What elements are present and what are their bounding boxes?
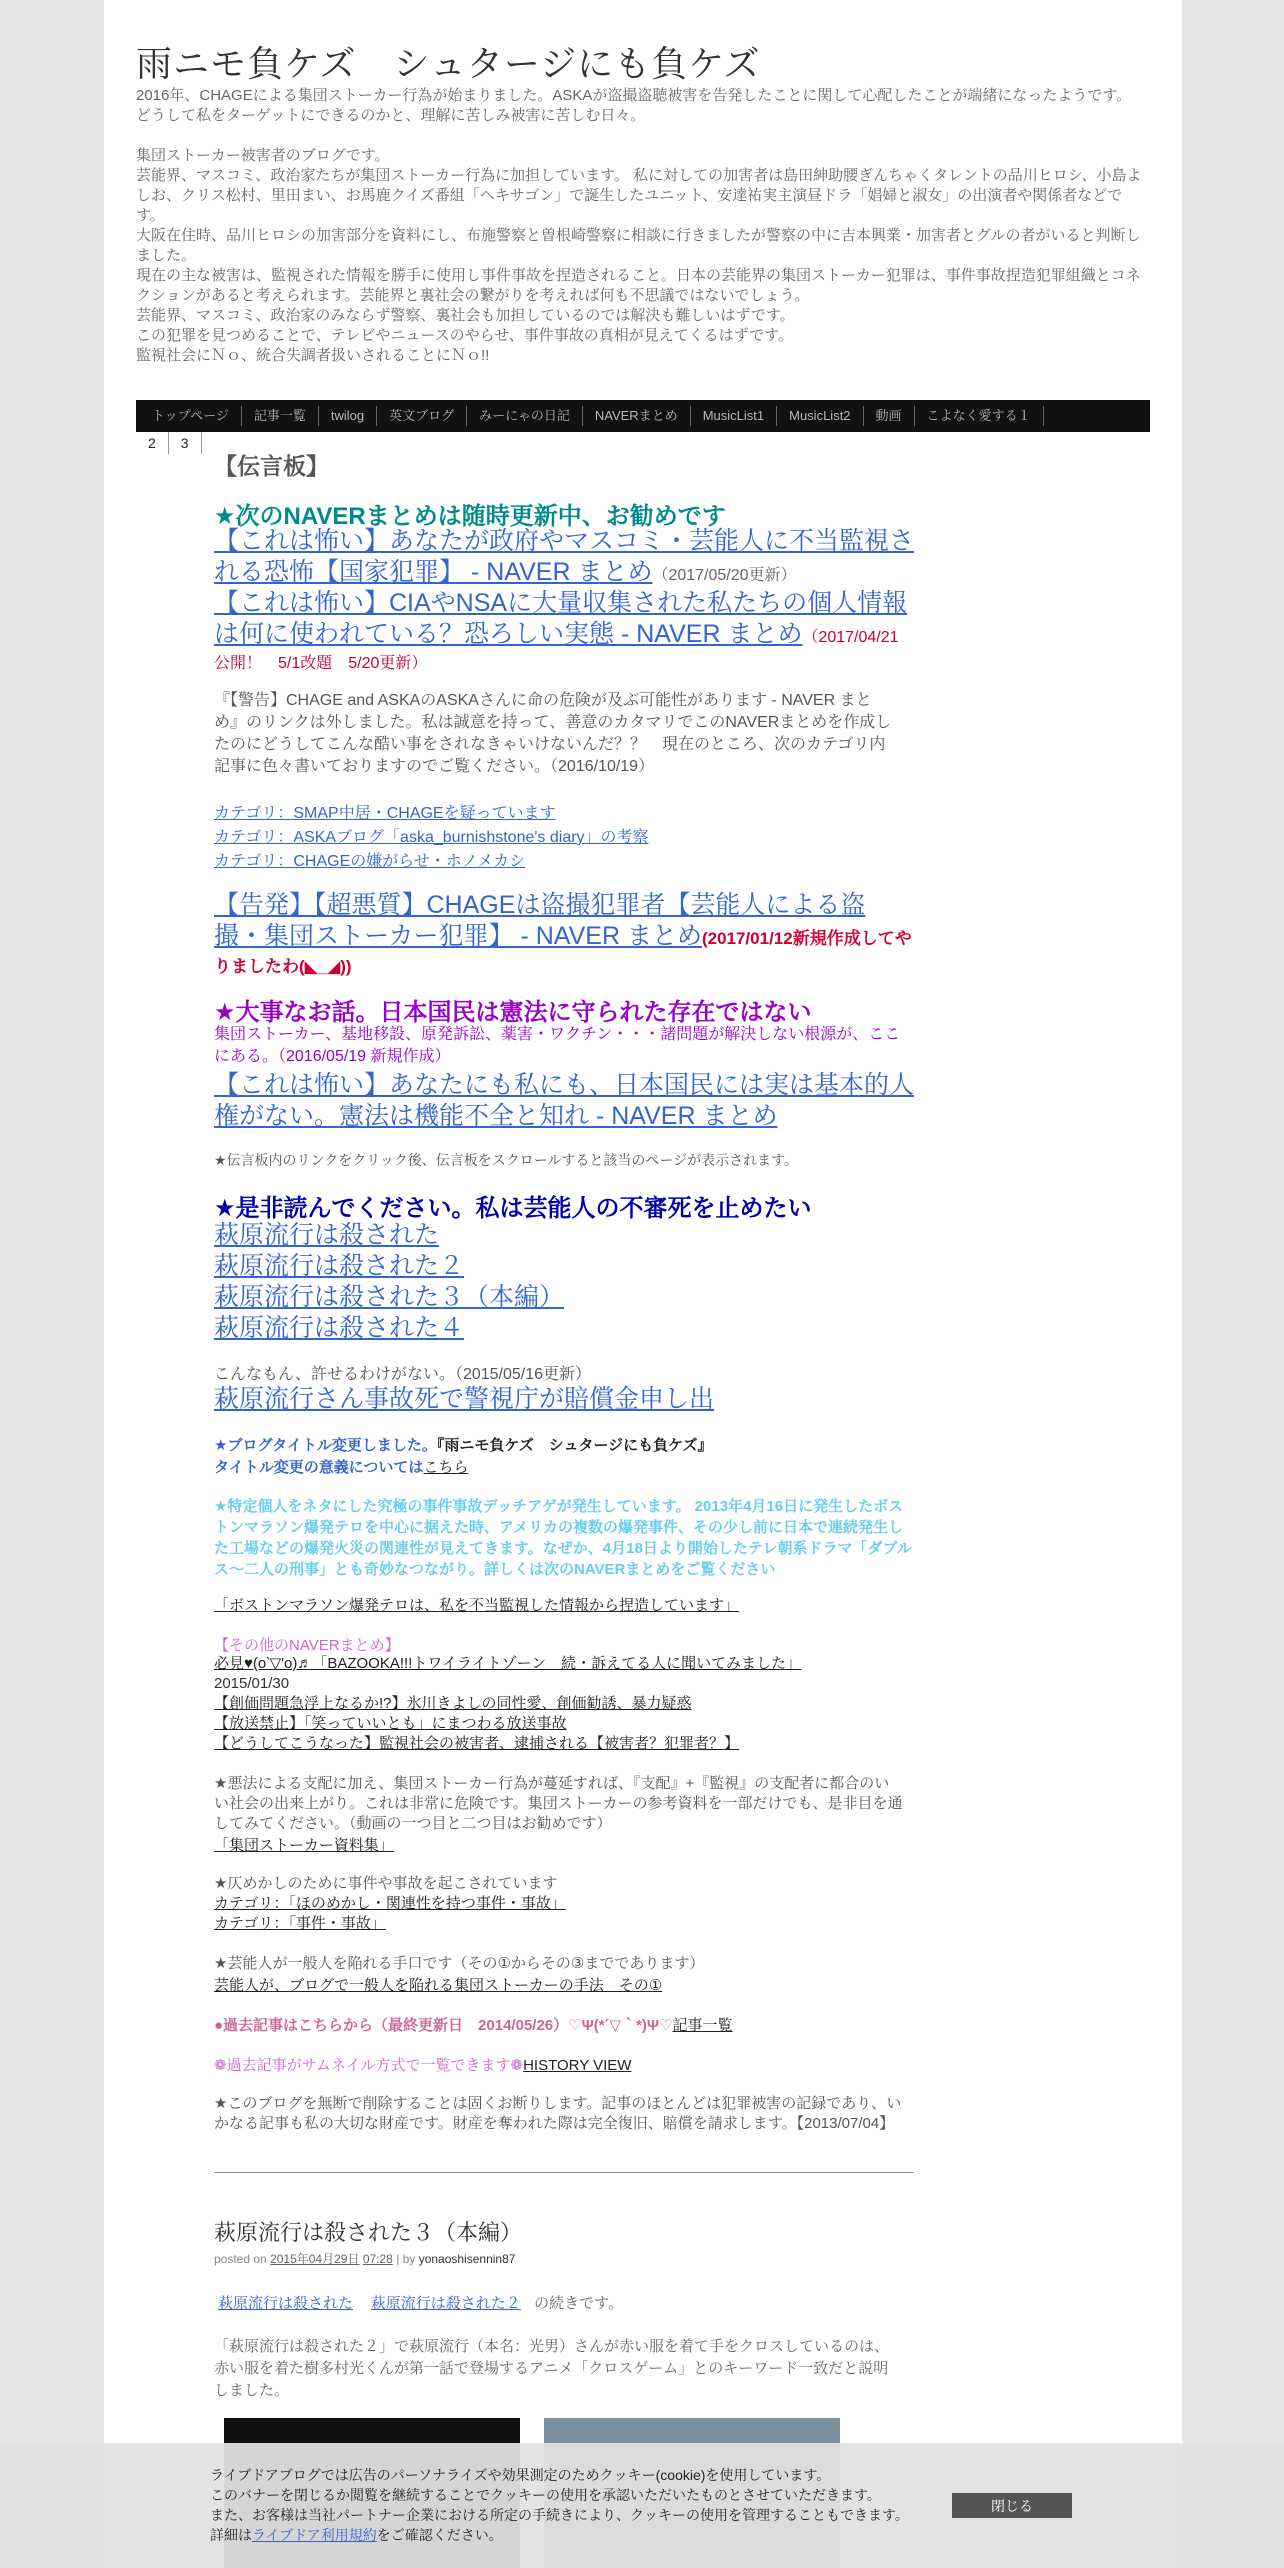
nav-item-twilog[interactable]: twilog <box>319 406 377 426</box>
special-text: ★特定個人をネタにした究極の事件事故デッチアゲが発生しています。 2013年4月16日に発生したボストンマラソン爆発テロを中心に据えた時、アメリカの複数の爆発事件、その少し前に日本で連続発生した工場などの爆発火災の関連性が見えてきます。なぜか、4月18日より開始したテレ朝系ドラマ「ダブルス～二人の刑事」とも奇妙なつながり。詳しくは次のNAVERまとめをご覧ください <box>214 1498 912 1578</box>
post-link-hagiwara-2[interactable]: 萩原流行は殺された２ <box>370 2295 521 2312</box>
please-heading: ★是非読んでください。私は芸能人の不審死を止めたい <box>214 1195 812 1222</box>
terms-link[interactable]: ライブドア利用規約 <box>252 2527 377 2543</box>
category-link-smap[interactable]: カテゴリ：SMAP中居・CHAGEを疑っています <box>214 805 556 822</box>
tyranny-text: ★悪法による支配に加え、集団ストーカー行為が蔓延すれば、『支配』+『監視』の支配者に都合のいい社会の出来上がり。これは非常に危険です。集団ストーカーの参考資料を一部だけでも、是非目を通してみてください。（動画の一つ目と二つ目はお勧めです） <box>214 1775 903 1832</box>
cookie-text <box>210 2465 930 2545</box>
nav-item-naver[interactable]: NAVERまとめ <box>583 406 691 426</box>
naver-link-4[interactable]: 【これは怖い】あなたにも私にも、日本国民には実は基本的人権がない。憲法は機能不全と知れ - NAVER まとめ <box>214 1071 915 1130</box>
title-change <box>214 1434 914 1455</box>
link3-note: (2017/01/12新規作成してやりましたわ(◣_◢)) <box>214 929 912 976</box>
cookie-detail-prefix: 詳細は <box>210 2527 252 2543</box>
desc-line: この犯罪を見つめることで、テレビやニュースのやらせ、事件事故の真相が見えてくるはずです。 <box>136 327 794 344</box>
link4-block <box>214 1070 914 1132</box>
category-list <box>214 802 914 874</box>
cookie-detail <box>210 2525 930 2545</box>
link1-block <box>214 526 914 588</box>
nav-item-diary[interactable]: みーにゃの日記 <box>467 406 583 426</box>
secondary-nav <box>136 432 202 454</box>
desc-line: 2016年、CHAGEによる集団ストーカー行為が始まりました。ASKAが盗撮盗聴被害を告発したことに関して心配したことが端緒になったようです。 どうして私をターゲットにできるのかと、理解に苦しみ被害に苦しむ日々。 <box>136 87 1132 124</box>
posted-on-label: posted on <box>214 2252 267 2266</box>
tyranny-block <box>214 1834 914 1855</box>
hint-text: ★仄めかしのために事件や事故を起こされています <box>214 1875 558 1892</box>
cookie-banner <box>0 2443 1284 2568</box>
hint-links <box>214 1894 914 1934</box>
post-link-hagiwara-1[interactable]: 萩原流行は殺された <box>218 2295 354 2312</box>
celebrity-block <box>214 1974 914 1995</box>
site-description <box>136 86 1150 366</box>
desc-line: 大阪在住時、品川ヒロシの加害部分を資料にし、布施警察と曽根崎警察に相談に行きましたが警察の中に吉本興業・加害者とグルの者がいると判断しました。 <box>136 227 1141 264</box>
page-container <box>104 0 1182 2568</box>
desc-line: 監視社会にＮｏ、統合失調者扱いされることにＮｏ!! <box>136 347 490 364</box>
past-articles <box>214 2014 914 2035</box>
post-body: 「萩原流行は殺された２」で萩原流行（本名：光男）さんが赤い服を着て手をクロスしているのは、 赤い服を着た樹多村光くんが第一話で登場するアニメ「クロスゲーム」とのキーワード一致だと説明しました。 <box>214 2338 890 2399</box>
cookie-close-button[interactable]: 閉じる <box>952 2493 1072 2518</box>
history-view-link[interactable]: HISTORY VIEW <box>523 2057 632 2074</box>
thumbnail-view <box>214 2054 914 2075</box>
by-label: by <box>402 2252 416 2266</box>
link2-block <box>214 588 914 673</box>
desc-line: 芸能界、マスコミ、政治家たちが集団ストーカー行為に加担しています。 私に対しての加害者は島田紳助腰ぎんちゃくタレントの品川ヒロシ、小島よしお、クリス松村、里田まい、お馬鹿クイズ番組「ヘキサゴン」で誕生したユニット、安達祐実主演昼ドラ「娼婦と淑女」の出演者や関係者などです。 <box>136 167 1142 224</box>
title-change-name: 『雨ニモ負ケズ シュタージにも負ケズ』 <box>436 1437 713 1454</box>
naver-item-surveillance[interactable]: 【どうしてこうなった】監視社会の被害者、逮捕される【被害者？犯罪者？】 <box>214 1735 740 1752</box>
naver-link-1[interactable]: 【これは怖い】あなたが政府やマスコミ・芸能人に不当監視される恐怖【国家犯罪】 - NAVER まとめ <box>214 527 915 586</box>
main-nav <box>136 400 1150 432</box>
hagiwara-link-3[interactable]: 萩原流行は殺された３（本編） <box>214 1283 565 1311</box>
article-list-link[interactable]: 記事一覧 <box>672 2017 733 2034</box>
scroll-note: ★伝言板内のリンクをクリック後、伝言板をスクロールすると該当のページが表示されます。 <box>214 1152 799 1168</box>
past-articles-label: ●過去記事はこちらから（最終更新日 2014/05/26）♡Ψ(*´▽｀*)Ψ♡ <box>214 2017 673 2034</box>
naver-heading: ★次のNAVERまとめは随時更新中、お勧めです <box>214 503 726 530</box>
compensation-link[interactable]: 萩原流行さん事故死で警視庁が賠償金申し出 <box>214 1385 715 1413</box>
link5-block <box>214 1384 914 1415</box>
unforgivable-note: こんなもん、許せるわけがない。（2015/05/16更新） <box>214 1366 592 1383</box>
important-heading: ★大事なお話。日本国民は憲法に守られた存在ではない <box>214 999 812 1026</box>
other-naver-list <box>214 1654 914 1754</box>
naver-item-date: 2015/01/30 <box>214 1675 290 1692</box>
post-links <box>218 2292 918 2315</box>
naver-item-waratte[interactable]: 【放送禁止】「笑っていいとも」にまつわる放送事故 <box>214 1715 567 1732</box>
desc-line: 芸能界、マスコミ、政治家のみならず警察、裏社会も加担しているのでは解決も難しいはずです。 <box>136 307 795 324</box>
naver-item-bazooka[interactable]: 必見♥(o‵▽′o)♬「BAZOOKA!!!トワイライトゾーン 続・訴えてる人に聞いてみました」 <box>214 1655 802 1672</box>
desc-line: 集団ストーカー被害者のブログです。 <box>136 147 390 164</box>
nav-item-top[interactable]: トップページ <box>140 406 242 426</box>
naver-item-hikawa[interactable]: 【創価問題急浮上なるか!?】氷川きよしの同性愛、創価勧誘、暴力疑惑 <box>214 1695 692 1712</box>
post-author[interactable]: yonaoshisennin87 <box>418 2252 516 2266</box>
cookie-detail-suffix: をご確認ください。 <box>376 2527 503 2543</box>
thumbnail-view-label: ❁過去記事がサムネイル方式で一覧できます❁ <box>214 2057 524 2074</box>
delete-note: ★このブログを無断で削除することは固くお断りします。記事のほとんどは犯罪被害の記録であり、いかなる記事も私の大切な財産です。財産を奪われた際は完全復旧、賠償を請求します。【2013/07/04】 <box>214 2095 902 2132</box>
nav-item-articles[interactable]: 記事一覧 <box>242 406 319 426</box>
hagiwara-link-4[interactable]: 萩原流行は殺された４ <box>214 1314 465 1342</box>
continuation-text: の続きです。 <box>534 2295 623 2312</box>
nav-item-3[interactable]: 3 <box>169 432 202 454</box>
nav-item-video[interactable]: 動画 <box>864 406 915 426</box>
boston-link[interactable]: 「ボストンマラソン爆発テロは、私を不当監視した情報から捏造しています」 <box>214 1597 740 1614</box>
board-title: 【伝言板】 <box>214 453 329 479</box>
category-link-aska[interactable]: カテゴリ：ASKAブログ「aska_burnishstone's diary」の考察 <box>214 829 649 846</box>
naver-link-2[interactable]: 【これは怖い】CIAやNSAに大量収集された私たちの個人情報は何に使われている？恐ろしい実態 - NAVER まとめ <box>214 589 908 648</box>
title-meaning <box>214 1456 914 1477</box>
title-change-label: ★ブログタイトル変更しました。 <box>214 1437 437 1454</box>
naver-link-3[interactable]: 【告発】【超悪質】CHAGEは盗撮犯罪者【芸能人による盗撮・集団ストーカー犯罪】 - NAVER まとめ <box>214 891 866 950</box>
nav-item-musiclist2[interactable]: MusicList2 <box>777 406 863 426</box>
nav-item-musiclist1[interactable]: MusicList1 <box>691 406 777 426</box>
link1-date: （2017/05/20更新） <box>652 567 797 584</box>
celebrity-text: ★芸能人が一般人を陥れる手口です（その①からその③までであります） <box>214 1955 705 1972</box>
celebrity-method-link[interactable]: 芸能人が、ブログで一般人を陥れる集団ストーカーの手法 その① <box>214 1977 663 1994</box>
title-meaning-label: タイトル変更の意義については <box>214 1459 424 1476</box>
nav-item-favorite[interactable]: こよなく愛する１ <box>915 406 1044 426</box>
post-title[interactable]: 萩原流行は殺された３（本編） <box>214 2220 523 2245</box>
warning-note: 『【警告】CHAGE and ASKAのASKAさんに命の危険が及ぶ可能性があります - NAVER まとめ』のリンクは外しました。私は誠意を持って、善意のカタマリでこのNAVERまとめを作成したのにどうしてこんな酷い事をされなきゃいけないんだ？？ 現在のところ、次のカテゴリ内記事に色々書いておりますのでご覧ください。（2016/10/19） <box>214 692 892 775</box>
important-text: 集団ストーカー、基地移設、原発訴訟、薬害・ワクチン・・・諸問題が解決しない根源が、ここにある。（2016/05/19 新規作成） <box>214 1026 901 1065</box>
link3-block <box>214 890 914 977</box>
site-title[interactable]: 雨ニモ負ケズ シュタージにも負ケズ <box>136 43 761 84</box>
stalker-resource-link[interactable]: 「集団ストーカー資料集」 <box>214 1837 394 1854</box>
nav-item-2[interactable]: 2 <box>136 432 169 454</box>
divider <box>214 2172 914 2173</box>
please-links <box>214 1220 914 1344</box>
nav-item-english-blog[interactable]: 英文ブログ <box>377 406 467 426</box>
link2-date: （2017/04/21公開！ 5/1改題 5/20更新） <box>214 629 899 672</box>
post-time[interactable]: 07:28 <box>362 2252 393 2266</box>
category-link-chage[interactable]: カテゴリ：CHAGEの嫌がらせ・ホノメカシ <box>214 853 526 870</box>
other-naver-label: 【その他のNAVERまとめ】 <box>214 1637 400 1654</box>
desc-line: 現在の主な被害は、監視された情報を勝手に使用し事件事故を捏造されること。日本の芸能界の集団ストーカー犯罪は、事件事故捏造犯罪組織とコネクションがあると考えられます。芸能界と裏社会の繋がりを考えれば何も不思議ではないでしょう。 <box>136 267 1141 304</box>
category-hint-link[interactable]: カテゴリ：「ほのめかし・関連性を持つ事件・事故」 <box>214 1895 566 1912</box>
title-meaning-link[interactable]: こちら <box>423 1459 469 1476</box>
cookie-line: このバナーを閉じるか閲覧を継続することでクッキーの使用を承認いただいたものとさせていただきます。 <box>210 2487 881 2503</box>
cookie-line: また、お客様は当社パートナー企業における所定の手続きにより、クッキーの使用を管理することもできます。 <box>210 2507 909 2523</box>
hagiwara-link-1[interactable]: 萩原流行は殺された <box>214 1221 440 1249</box>
post-meta: posted on 2015年04月29日 07:28 | by yonaoshisennin87 <box>214 2252 516 2266</box>
hagiwara-link-2[interactable]: 萩原流行は殺された２ <box>214 1252 465 1280</box>
category-incident-link[interactable]: カテゴリ：「事件・事故」 <box>214 1915 386 1932</box>
cookie-line: ライブドアブログでは広告のパーソナライズや効果測定のためクッキー(cookie)を使用しています。 <box>210 2467 831 2483</box>
post-date[interactable]: 2015年04月29日 <box>270 2252 360 2266</box>
boston-block <box>214 1594 914 1615</box>
